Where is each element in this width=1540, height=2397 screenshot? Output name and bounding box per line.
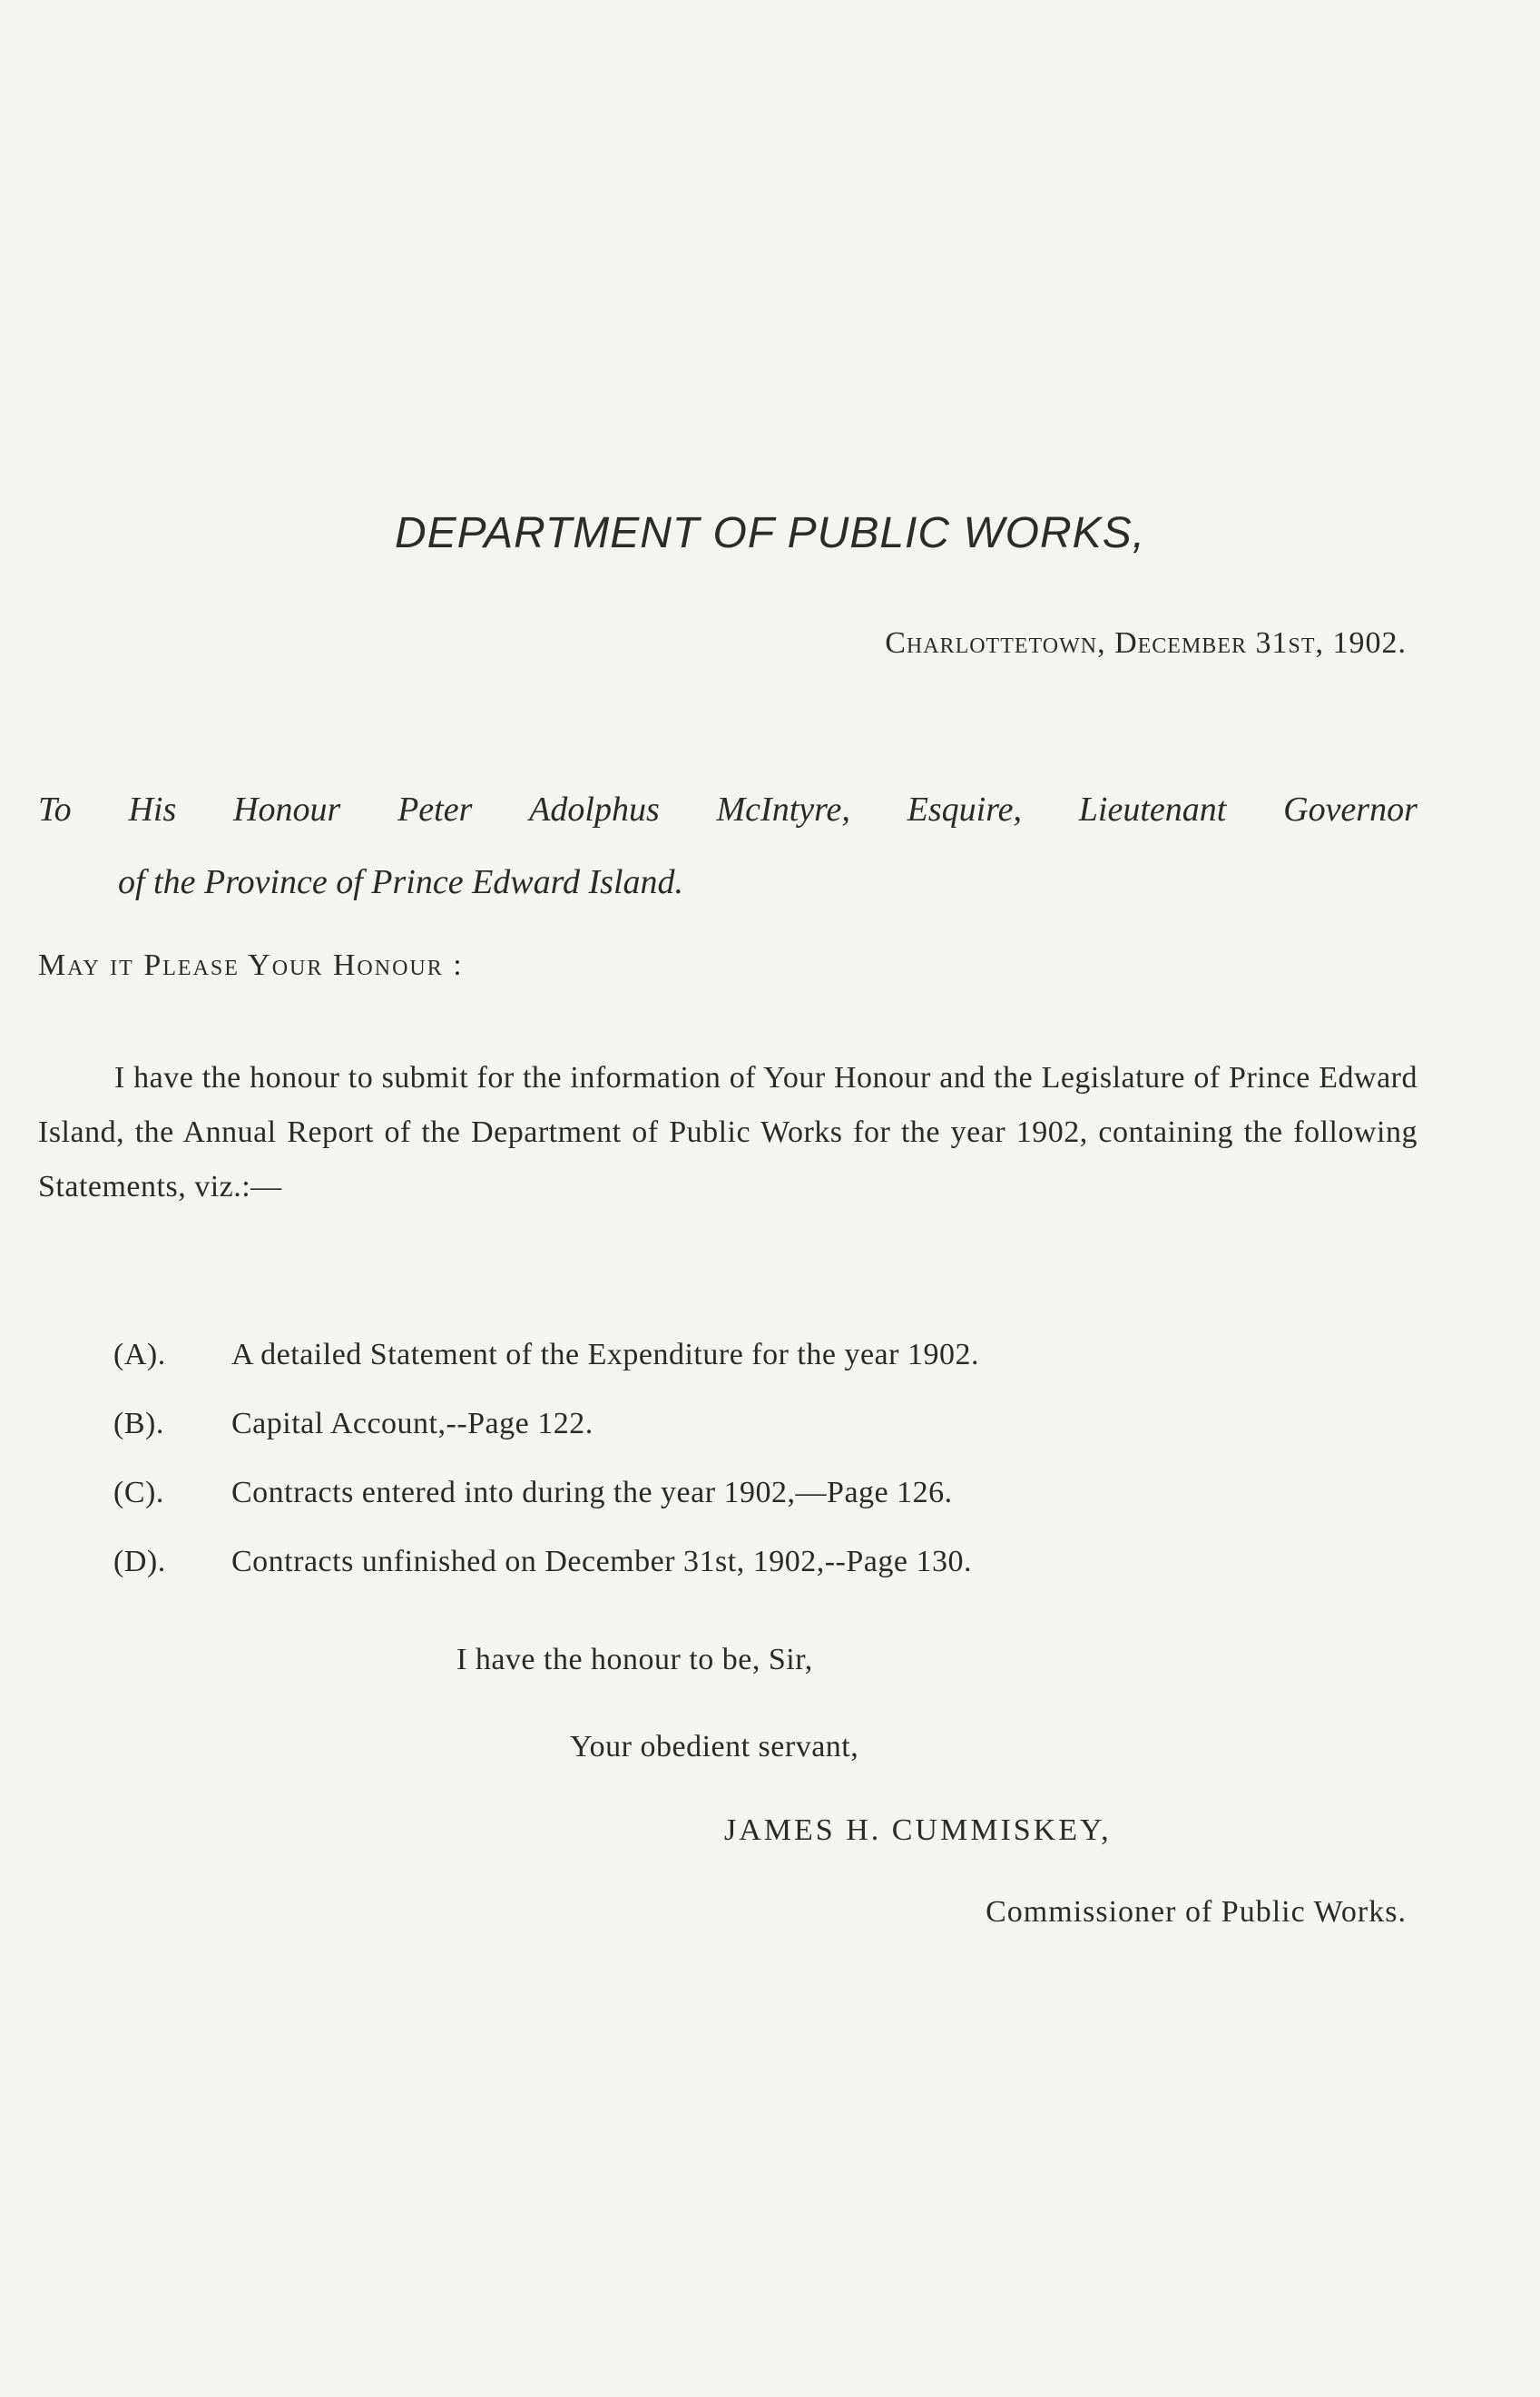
list-item-text: Capital Account,--Page 122. xyxy=(231,1407,593,1440)
department-heading: DEPARTMENT OF PUBLIC WORKS, xyxy=(394,509,1146,557)
list-item-text: Contracts entered into during the year 1902,—Page 126. xyxy=(231,1476,953,1509)
statement-list xyxy=(113,1321,1384,1596)
signature-name: JAMES H. CUMMISKEY, xyxy=(724,1813,1112,1847)
closing-line-1: I have the honour to be, Sir, xyxy=(456,1643,813,1676)
address-word: Governor xyxy=(1283,791,1417,829)
list-item-label: (D). xyxy=(113,1545,166,1578)
address-word: Lieutenant xyxy=(1078,791,1227,829)
list-item-text: Contracts unfinished on December 31st, 1902,--Page 130. xyxy=(231,1545,972,1578)
list-item xyxy=(113,1459,1384,1528)
list-item xyxy=(113,1390,1384,1459)
address-line-2: of the Province of Prince Edward Island. xyxy=(118,863,684,901)
address-line-1 xyxy=(38,773,1417,846)
address-word: His xyxy=(128,791,177,829)
body-text: I have the honour to submit for the information of Your Honour and the Legislature of Prince Edward Island, the Annual Report of the Department of Public Works for the year 1902, containing the following Statements, viz.:— xyxy=(38,1061,1417,1203)
list-item-label: (A). xyxy=(113,1338,166,1371)
list-item-text: A detailed Statement of the Expenditure for the year 1902. xyxy=(231,1338,979,1371)
list-item xyxy=(113,1528,1384,1596)
address-word: Esquire, xyxy=(907,791,1022,829)
address-word: Peter xyxy=(397,791,473,829)
address-word: Adolphus xyxy=(529,791,660,829)
address-word: To xyxy=(38,791,72,829)
address-word: Honour xyxy=(233,791,341,829)
salutation: May it Please Your Honour : xyxy=(38,948,464,982)
body-paragraph xyxy=(38,1051,1417,1214)
closing-line-2: Your obedient servant, xyxy=(570,1730,859,1763)
dateline: Charlottetown, December 31st, 1902. xyxy=(885,626,1407,660)
signatory-title: Commissioner of Public Works. xyxy=(986,1895,1407,1929)
list-item-label: (C). xyxy=(113,1476,164,1509)
list-item xyxy=(113,1321,1384,1390)
list-item-label: (B). xyxy=(113,1407,164,1440)
address-block xyxy=(38,773,1417,919)
address-word: McIntyre, xyxy=(716,791,850,829)
